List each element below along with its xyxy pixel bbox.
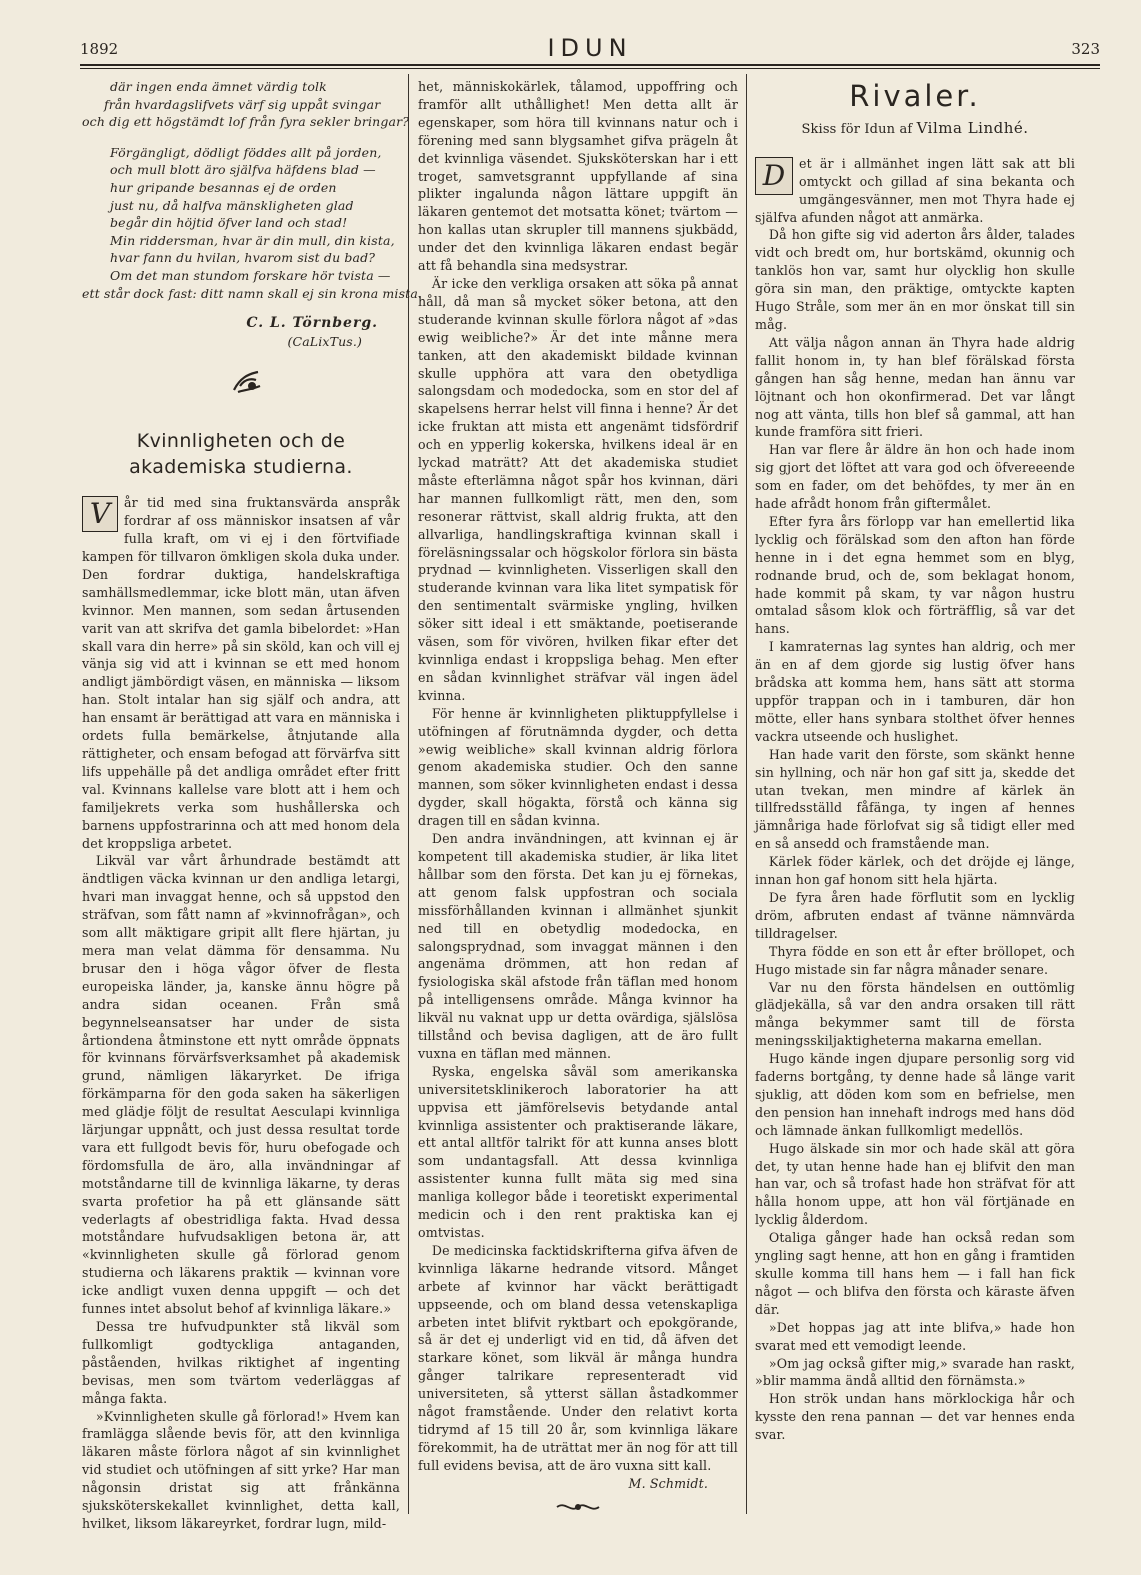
poem-line: hvar fann du hvilan, hvarom sist du bad? bbox=[110, 250, 376, 266]
paragraph: Efter fyra års förlopp var han emellertid lika lycklig och förälskad som den afton han förde henne in i det egna hemmet som en blyg, rodnande brud, och de, som beklagat honom, hade kommit på skam, ty var någon hustru omtalad såsom klok och förträfflig, så var det hans. bbox=[755, 513, 1075, 637]
paragraph: Han hade varit den förste, som skänkt henne sin hyllning, och när hon gaf sitt ja, skedde det utan tvekan, men mindre af kärlek än tillfredsställd fåfänga, ty ingen af hennes jämnåriga hade förlofvat sig så tidigt eller med en så ansedd och framstående man. bbox=[755, 746, 1075, 852]
paragraph: För henne är kvinnligheten pliktuppfyllelse i utöfningen af förutnämnda dygder, och detta »ewig weibliche» skall kvinnan aldrig förlora genom akademiska studier. Och den sanne mannen, som söker kvinnligheten endast i dessa dygder, skall högakta, förstå och känna sig dragen till en sådan kvinna. bbox=[418, 705, 738, 829]
poem-line: och dig ett högstämdt lof från fyra sekler bringar? bbox=[82, 114, 410, 130]
poem-line: Om det man stundom forskare hör tvista — bbox=[110, 267, 391, 283]
poem-author: C. L. Törnberg. bbox=[246, 315, 378, 332]
paragraph: V år tid med sina fruktansvärda anspråk fordrar af oss människor insatsen af vår fulla kraft, om vi ej i den förtvifiade kampen för tillvaron ömkligen skola duka under. Den fordrar duktiga, handelskraftiga samhällsmedlemmar, icke blott män, utan äfven kvinnor. Men mannen, som sedan årtusenden varit van att skrifva det gamla bibelordet: »Han skall vara din herre» på sin sköld, kan och vill ej vänja sig vid att i kvinnan se ett med honom andligt jämbördigt väsen, en människa — liksom han. Stolt intalar han sig själf och andra, att han ensamt är berättigad att vara en människa i ordets fulla bemärkelse, åtnjutande alla rättigheter, och ensam befogad att förvärfva sitt lifs uppehälle på det andliga området efter fritt val. Kvinnans kallelse vare blott att i hem och familjekrets verka som hushållerska och barnens uppfostrarinna och att med honom dela det kroppsliga arbetet. bbox=[82, 495, 400, 851]
paragraph: Likväl var vårt århundrade bestämdt att ändtligen väcka kvinnan ur den andliga letargi, hvari man invaggat henne, och så uppstod den sträfvan, som fått namn af »kvinnofrågan», och som allt mäktigare gripit allt flere hjärtan, ju mera man velat dämma för densamma. Nu brusar den i höga vågor öfver de flesta europeiska länder, ja, kanske ännu högre på andra sidan oceanen. Från små begynnelseansatser har under de sista årtiondena åtminstone ett nytt område öppnats för kvinnans förvärfsverksamhet på akademisk grund, nämligen läkaryrket. De ifriga förkämparna för den goda saken ha säkerligen med glädje följt de resultat Aesculapi kvinnliga lärjungar uppnått, och just dessa resultat torde vara ett fullgodt bevis för, huru obefogade och fördomsfulla de äro, alla invändningar af motståndarne till de kvinnliga läkarne, ty deras svarta profetior ha på ett glänsande sätt vederlagts af obestridliga fakta. Hvad dessa motståndare hufvudsakligen betona är, att «kvinnligheten skulle gå förlorad genom studierna och läkarens praktik — kvinnan vore icke andligt vuxen denna uppgift — och det funnes intet absolut behof af kvinnliga läkare.» bbox=[82, 853, 400, 1317]
article-signature: M. Schmidt. bbox=[628, 1475, 708, 1491]
story-title: Rivaler. bbox=[849, 79, 981, 113]
column-3 bbox=[755, 78, 1075, 1444]
poem bbox=[82, 78, 423, 350]
column-1 bbox=[82, 78, 423, 1533]
poem-stanza-2 bbox=[82, 144, 423, 302]
poem-pseudonym: (CaLixTus.) bbox=[287, 333, 362, 349]
paragraph: Är icke den verkliga orsaken att söka på annat håll, då man så mycket söker betona, att den studerande kvinnan skulle förlora något af »das ewig weibliche?» Är det inte månne mera tanken, att den akademiskt bildade kvinnan skulle upphöra att vara den obetydliga salongsdam och modedocka, som en stor del af skapelsens herrar helst vill finna i henne? Är det icke fruktan att mista ett angenämt tidsfördrif och en ypperlig kokerska, hvilkens ideal är en lyckad maträtt? Att det akademiska studiet måste efterlämna något spår hos kvinnan, däri har mannen fullkomligt rätt, men den, som resonerar rättvist, skall aldrig frukta, att den allvarliga, handlingskraftiga kvinnan skall i föreläsningssalar och högskolor förlora sin bästa prydnad — kvinnligheten. Visserligen skall den studerande kvinnan vara lika litet sympatisk för den sentimentalt svärmiske yngling, hvilken söker sitt ideal i ett smäktande, poetiserande väsen, som för vivören, hvilken fikar efter det kvinnliga endast i kroppsliga behag. Men efter en sådan kvinnlighet sträfvar väl ingen ädel kvinna. bbox=[418, 275, 738, 703]
poem-signature bbox=[82, 315, 400, 350]
ornament-icon bbox=[82, 368, 400, 398]
header-rule-thin bbox=[80, 68, 1100, 69]
story-subtitle: Skiss för Idun af Vilma Lindhé. bbox=[801, 118, 1029, 137]
paragraph: I kamraternas lag syntes han aldrig, och mer än en af dem gjorde sig lustig öfver hans brådska att komma hem, hans sätt att storma uppför trappan och in i tamburen, där hon mötte, eller hans synbara stolthet öfver hennes vackra utseende och huslighet. bbox=[755, 639, 1075, 744]
paragraph: Hon strök undan hans mörklockiga hår och kysste den rena pannan — det var hennes enda svar. bbox=[755, 1391, 1075, 1443]
paragraph: Hugo kände ingen djupare personlig sorg vid faderns bortgång, ty denne hade så länge varit sjuklig, att döden kom som en befrielse, men den pension han innehaft indrogs med hans död och lämnade änkan fullkomligt medellös. bbox=[755, 1051, 1075, 1138]
paragraph: Han var flere år äldre än hon och hade inom sig gjort det löftet att vara god och öfvereeende som en fader, om det behöfdes, ty mer än en hade afrådt honom från giftermålet. bbox=[755, 442, 1075, 512]
poem-line: och mull blott äro själfva häfdens blad — bbox=[110, 162, 376, 178]
paragraph: Ryska, engelska såväl som amerikanska universitetsklinikeroch laboratorier ha att uppvisa ett jämförelsevis betydande antal kvinnliga assistenter och praktiserande läkare, ett antal alltför talrikt för att kunna anses blott som undantagsfall. Att dessa kvinnliga assistenter kunna fullt mäta sig med sina manliga kollegor både i teoretiskt experimental medicin och i den rent praktiska kan ej omtvistas. bbox=[418, 1063, 738, 1240]
page-number: 323 bbox=[1071, 40, 1100, 58]
column-divider-2 bbox=[746, 74, 747, 1514]
paragraph: Thyra födde en son ett år efter bröllopet, och Hugo mistade sin far några månader senare. bbox=[755, 943, 1075, 977]
story-author: Vilma Lindhé. bbox=[916, 118, 1029, 137]
column-2 bbox=[418, 78, 738, 1520]
paragraph: het, människokärlek, tålamod, uppoffring och framför allt uthållighet! Men detta allt är egenskaper, som höra till kvinnans natur och i förening med sann blygsamhet gifva prägeln åt det kvinnliga väsendet. Sjuksköterskan har i ett troget, samvetsgrannt uppfyllande af sina plikter ingalunda någon lättare uppgift än läkaren gentemot det motsatta könet; tvärtom — hon kallas utan skrupler till mannens sjukbädd, under det den kvinnliga läkaren endast begär att få behandla sina medsystrar. bbox=[418, 79, 738, 274]
paragraph: D et är i allmänhet ingen lätt sak att bli omtyckt och gillad af sina bekanta och umgängesvänner, men mot Thyra hade ej själfva afunden något att anmärka. bbox=[755, 155, 1075, 225]
paragraph: Kärlek föder kärlek, och det dröjde ej länge, innan hon gaf honom sitt hela hjärta. bbox=[755, 854, 1075, 888]
poem-line: Min riddersman, hvar är din mull, din kista, bbox=[110, 232, 395, 248]
paragraph: »Det hoppas jag att inte blifva,» hade hon svarat med ett vemodigt leende. bbox=[755, 1319, 1075, 1353]
dropcap: D bbox=[755, 157, 793, 195]
article-title: Kvinnligheten och de akademiska studierna. bbox=[129, 430, 353, 479]
poem-line: ett står dock fast: ditt namn skall ej sin krona mista. bbox=[82, 285, 423, 301]
paragraph: Då hon gifte sig vid aderton års ålder, talades vidt och bredt om, hur bortskämd, okunnig och tanklös hon var, samt hur olycklig hon skulle göra sin man, den präktige, omtyckte kapten Hugo Stråle, som mer än en mor önskat till sin måg. bbox=[755, 227, 1075, 332]
poem-stanza-1 bbox=[82, 78, 410, 131]
paragraph: Den andra invändningen, att kvinnan ej är kompetent till akademiska studier, är lika litet hållbar som den första. Det kan ju ej förnekas, att genom falsk uppfostran och sociala missförhållanden kvinnan i allmänhet sjunkit ned till en obetydlig modedocka, en salongsprydnad, som invaggat männen i den angenäma drömmen, att hon redan af fysiologiska skäl afstode från täflan med honom på intelligensens område. Många kvinnor ha likväl nu vaknat upp ur detta ovärdiga, själslösa tillstånd och bevisa dagligen, att de äro fullt vuxna en täflan med männen. bbox=[418, 831, 738, 1061]
year: 1892 bbox=[80, 40, 119, 58]
header-rule bbox=[80, 64, 1100, 66]
paragraph: Hugo älskade sin mor och hade skäl att göra det, ty utan henne hade han ej blifvit den man han var, och så trofast hade hon sträfvat för att hålla honom uppe, att hon väl förtjänade en lycklig ålderdom. bbox=[755, 1140, 1075, 1228]
poem-line: från hvardagslifvets värf sig uppåt svingar bbox=[104, 96, 381, 112]
paragraph: Dessa tre hufvudpunkter stå likväl som fullkomligt godtyckliga antaganden, påståenden, hvilkas riktighet af ingenting bevisas, men som tvärtom vederläggas af många fakta. bbox=[82, 1319, 400, 1406]
paragraph: De medicinska facktidskrifterna gifva äfven de kvinnliga läkarne hedrande vitsord. Månget arbete af kvinnor har väckt berättigadt uppseende, och om bland dessa vetenskapliga arbeten intet blifvit ryktbart och epokgörande, så är det ej underligt vid en tid, då äfven det starkare könet, som likväl är många hundra gånger talrikare representeradt vid universiteten, så ytterst sällan åstadkommer något framstående. Under den relativt korta tidrymd af 15 till 20 år, som kvinnliga läkare förekommit, ha de uträttat mer än nog för att till full evidens bevisa, att de äro vuxna sitt kall. bbox=[418, 1242, 738, 1473]
magazine-title: IDUN bbox=[547, 34, 633, 62]
paragraph: Otaliga gånger hade han också redan som yngling sagt henne, att hon en gång i framtiden skulle komma till hans hem — i fall han fick något — och blifva den första och käraste äfven där. bbox=[755, 1230, 1075, 1317]
paragraph: Att välja någon annan än Thyra hade aldrig fallit honom in, ty han blef förälskad första gången han såg henne, medan han ännu var löjtnant och hon okonfirmerad. Det var långt nog att vänta, tills hon blef så gammal, att han kunde framföra sitt frieri. bbox=[755, 334, 1075, 440]
paragraph: »Kvinnligheten skulle gå förlorad!» Hvem kan framlägga slående bevis för, att den kvinnliga läkaren måste förlora något af sin kvinnlighet vid studiet och utöfningen af sitt yrke? Har man någonsin dristat sig att frånkänna sjuksköterskekallet kvinnlighet, detta kall, hvilket, liksom läkareyrket, fordrar lugn, mild- bbox=[82, 1408, 400, 1531]
page-header bbox=[80, 34, 1100, 62]
paragraph: Var nu den första händelsen en outtömlig glädjekälla, så var den andra orsaken till rätt många bekymmer samt till de första meningsskiljaktigheterna makarna emellan. bbox=[755, 979, 1075, 1049]
dropcap: V bbox=[82, 496, 118, 532]
poem-line: där ingen enda ämnet värdig tolk bbox=[110, 79, 327, 94]
paragraph: »Om jag också gifter mig,» svarade han raskt, »blir mamma ändå alltid den förnämsta.» bbox=[755, 1355, 1075, 1389]
end-ornament-icon bbox=[418, 1499, 738, 1520]
poem-line: begår din höjtid öfver land och stad! bbox=[110, 215, 348, 231]
poem-line: hur gripande besannas ej de orden bbox=[110, 179, 337, 195]
paragraph: De fyra åren hade förflutit som en lycklig dröm, afbruten endast af tvänne nämnvärda tilldragelser. bbox=[755, 889, 1075, 941]
poem-line: Förgängligt, dödligt föddes allt på jorden, bbox=[110, 144, 382, 160]
poem-line: just nu, då halfva mänskligheten glad bbox=[110, 197, 354, 213]
